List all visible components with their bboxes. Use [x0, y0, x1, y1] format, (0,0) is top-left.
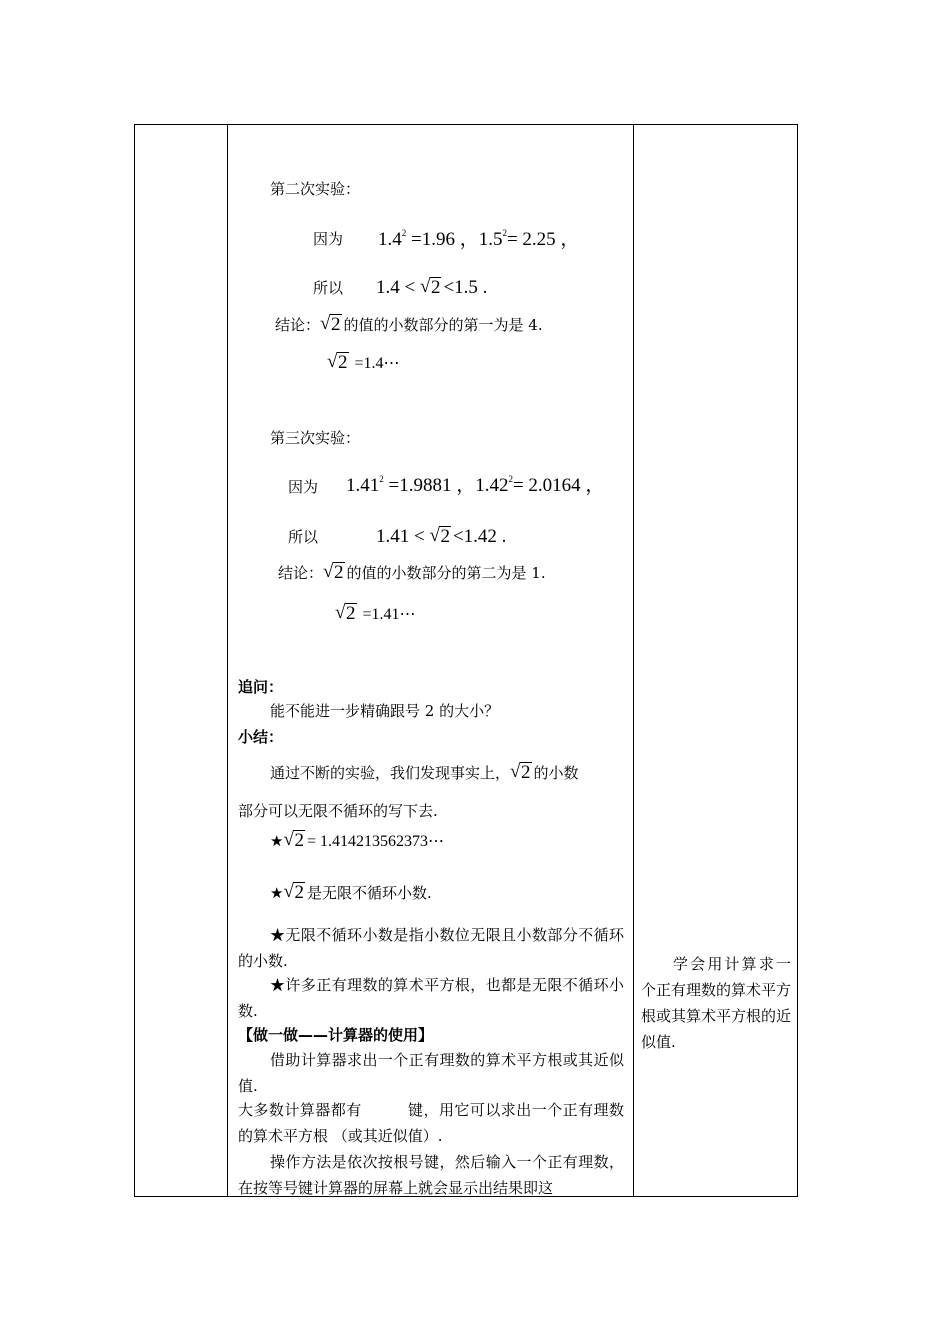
followup-text: 能不能进一步精确跟号 2 的大小？ — [270, 702, 500, 720]
summary-star2: ★ √ 2 是无限不循环小数. — [270, 881, 432, 903]
summary-p3: ★无限不循环小数是指小数位无限且小数部分不循环的小数. — [238, 926, 624, 970]
exp3-title: 第三次实验： — [270, 429, 361, 447]
exp3-line2: 1.41 < √ 2 <1.42 . — [376, 525, 507, 547]
star-icon: ★ — [270, 884, 284, 902]
summary-p4: ★许多正有理数的算术平方根，也都是无限不循环小数. — [238, 976, 624, 1020]
summary-p1: 通过不断的实验，我们发现事实上， √ 2 的小数 — [270, 761, 579, 783]
sqrt-symbol: √ 2 — [429, 525, 450, 547]
star-icon: ★ — [270, 832, 284, 850]
exp2-line1: $1.4^2 =1.96$ ，$1.5^2= 2.25$ ， — [378, 228, 580, 250]
summary-label: 小结： — [238, 728, 284, 746]
exp3-because: 因为 — [288, 478, 319, 496]
column-divider-2 — [633, 125, 634, 1196]
followup-label: 追问： — [238, 678, 284, 696]
exp2-so: 所以 — [313, 279, 344, 297]
sqrt-symbol: √ 2 — [323, 561, 344, 583]
summary-p1-cont: 部分可以无限不循环的写下去. — [238, 802, 438, 820]
sqrt-symbol: √ 2 — [320, 313, 341, 335]
summary-star1: ★ √ 2 = 1.414213562373⋯ — [270, 829, 444, 851]
exp2-conclusion: 结论： √ 2 的值的小数部分的第一为是 4. — [275, 313, 543, 335]
sqrt-symbol: √ 2 — [283, 881, 304, 903]
sqrt-symbol: √ 2 — [283, 829, 304, 851]
exp2-because: 因为 — [313, 230, 344, 248]
sqrt-symbol: √ 2 — [335, 602, 356, 624]
exp2-line2: 1.4 < √ 2 <1.5 . — [376, 276, 488, 298]
sqrt-symbol: √ 2 — [510, 761, 531, 783]
calc-p3: 操作方法是依次按根号键，然后输入一个正有理数，在按等号键计算器的屏幕上就会显示出结果即这 — [238, 1153, 624, 1197]
calc-p1: 借助计算器求出一个正有理数的算术平方根或其近似值. — [238, 1051, 624, 1095]
exp3-conclusion: 结论： √ 2 的值的小数部分的第二为是 1. — [278, 561, 546, 583]
side-objective: 学会用计算求一个正有理数的算术平方根或其算术平方根的近似值. — [641, 955, 792, 1051]
calc-p2: 大多数计算器都有 键，用它可以求出一个正有理数的算术平方根 （或其近似值）. — [238, 1101, 624, 1145]
sqrt-symbol: √ 2 — [419, 276, 441, 298]
exp3-so: 所以 — [288, 528, 319, 546]
exp2-value: √ 2 =1.4⋯ — [327, 351, 400, 373]
exp3-line1: 1.41$^2$ =1.9881 ，$1.42^2= 2.0164$ ， — [346, 474, 605, 496]
column-divider-1 — [227, 125, 228, 1196]
exp3-value: √ 2 =1.41⋯ — [335, 602, 416, 624]
exp2-title: 第二次实验： — [270, 180, 361, 198]
sqrt-symbol: √ 2 — [327, 351, 348, 373]
calc-heading: 【做一做——计算器的使用】 — [238, 1026, 434, 1044]
